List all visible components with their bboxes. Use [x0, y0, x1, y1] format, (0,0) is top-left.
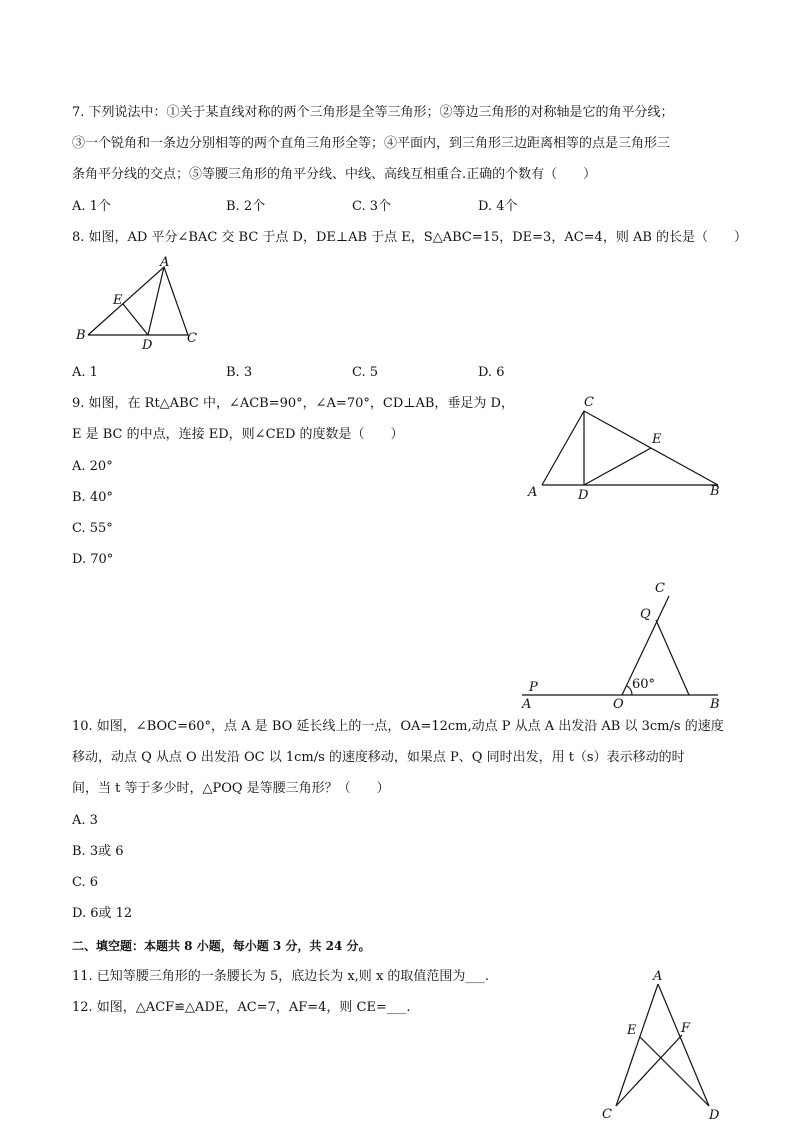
q8-label-c: C: [187, 331, 197, 346]
q8-label-b: B: [76, 328, 86, 343]
q12-label-a: A: [653, 969, 663, 984]
q7-option-a: A. 1个: [72, 199, 111, 214]
q9-option-c: C. 55°: [72, 521, 113, 536]
q9-label-b: B: [710, 484, 720, 499]
q10-option-c: C. 6: [72, 875, 99, 890]
q10-line2: 移动，动点 Q 从点 O 出发沿 OC 以 1cm/s 的速度移动，如果点 P、Q 同时出发，用 t（s）表示移动的时: [72, 750, 685, 765]
q8-figure: [70, 255, 210, 353]
q10-line3: 间，当 t 等于多少时，△POQ 是等腰三角形？（ ）: [72, 781, 390, 796]
q8-label-a: A: [160, 255, 170, 270]
q10-segment-q: [656, 620, 689, 695]
q9-label-a: A: [528, 485, 538, 500]
q12-text: 12. 如图，△ACF≌△ADE，AC=7，AF=4，则 CE=___.: [72, 1000, 411, 1015]
q7-option-d: D. 4个: [478, 199, 518, 214]
q9-option-a: A. 20°: [72, 459, 113, 474]
q9-label-e: E: [652, 432, 662, 447]
q8-option-c: C. 5: [352, 365, 379, 380]
q9-option-d: D. 70°: [72, 552, 114, 567]
q9-label-d: D: [578, 488, 589, 503]
q10-label-o: O: [613, 697, 624, 712]
q9-line1: 9. 如图，在 Rt△ABC 中，∠ACB=90°，∠A=70°，CD⊥AB，垂足为 D，: [72, 396, 514, 411]
q10-option-a: A. 3: [72, 813, 98, 828]
q10-line1: 10. 如图，∠BOC=60°，点 A 是 BO 延长线上的一点，OA=12cm,动点 P 从点 A 出发沿 AB 以 3cm/s 的速度: [72, 719, 724, 734]
q12-label-d: D: [709, 1108, 720, 1123]
q12-segment-ac: [616, 984, 658, 1106]
q12-segment-ad: [658, 984, 709, 1106]
q9-option-b: B. 40°: [72, 490, 113, 505]
q10-label-p: P: [529, 680, 538, 695]
q9-figure: [522, 392, 728, 504]
q8-option-b: B. 3: [226, 365, 253, 380]
q12-figure: [596, 966, 726, 1123]
q7-line1: 7. 下列说法中：①关于某直线对称的两个三角形是全等三角形；②等边三角形的对称轴是它的角平分线；: [72, 105, 674, 120]
q9-triangle-abc: [542, 411, 718, 485]
q12-label-e: E: [627, 1023, 637, 1038]
q9-line2: E 是 BC 的中点，连接 ED，则∠CED 的度数是（ ）: [72, 427, 404, 442]
q8-option-a: A. 1: [72, 365, 98, 380]
q8-triangle-abc: [88, 267, 188, 335]
q10-label-a: A: [522, 697, 532, 712]
q8-option-d: D. 6: [478, 365, 505, 380]
q8-segment-de: [123, 304, 148, 335]
q12-label-f: F: [681, 1021, 691, 1036]
q8-label-d: D: [142, 338, 153, 353]
q10-label-c: C: [655, 581, 665, 596]
q10-label-q: Q: [640, 607, 651, 622]
q8-label-e: E: [113, 293, 123, 308]
q10-option-b: B. 3或 6: [72, 844, 124, 859]
q8-line1: 8. 如图，AD 平分∠BAC 交 BC 于点 D，DE⊥AB 于点 E，S△ABC=15，DE=3，AC=4，则 AB 的长是（ ）: [72, 230, 748, 245]
q11-text: 11. 已知等腰三角形的一条腰长为 5，底边长为 x,则 x 的取值范围为___.: [72, 969, 490, 984]
q9-label-c: C: [584, 395, 594, 410]
q7-option-c: C. 3个: [352, 199, 392, 214]
q12-label-c: C: [602, 1107, 612, 1122]
q10-figure: [518, 578, 728, 710]
q7-option-b: B. 2个: [226, 199, 266, 214]
q7-line3: 条角平分线的交点；⑤等腰三角形的角平分线、中线、高线互相重合.正确的个数有（ ）: [72, 167, 597, 182]
q10-angle-label: 60°: [632, 677, 656, 692]
q8-segment-ad: [148, 267, 164, 335]
q12-segment-de: [640, 1037, 709, 1106]
q10-label-b: B: [710, 697, 720, 712]
q7-line2: ③一个锐角和一条边分别相等的两个直角三角形全等；④平面内，到三角形三边距离相等的点是三角形三: [72, 136, 671, 151]
q9-segment-de: [584, 448, 651, 485]
section-heading-fill-in: 二、填空题：本题共 8 小题，每小题 3 分，共 24 分。: [72, 939, 371, 953]
q10-option-d: D. 6或 12: [72, 906, 133, 921]
